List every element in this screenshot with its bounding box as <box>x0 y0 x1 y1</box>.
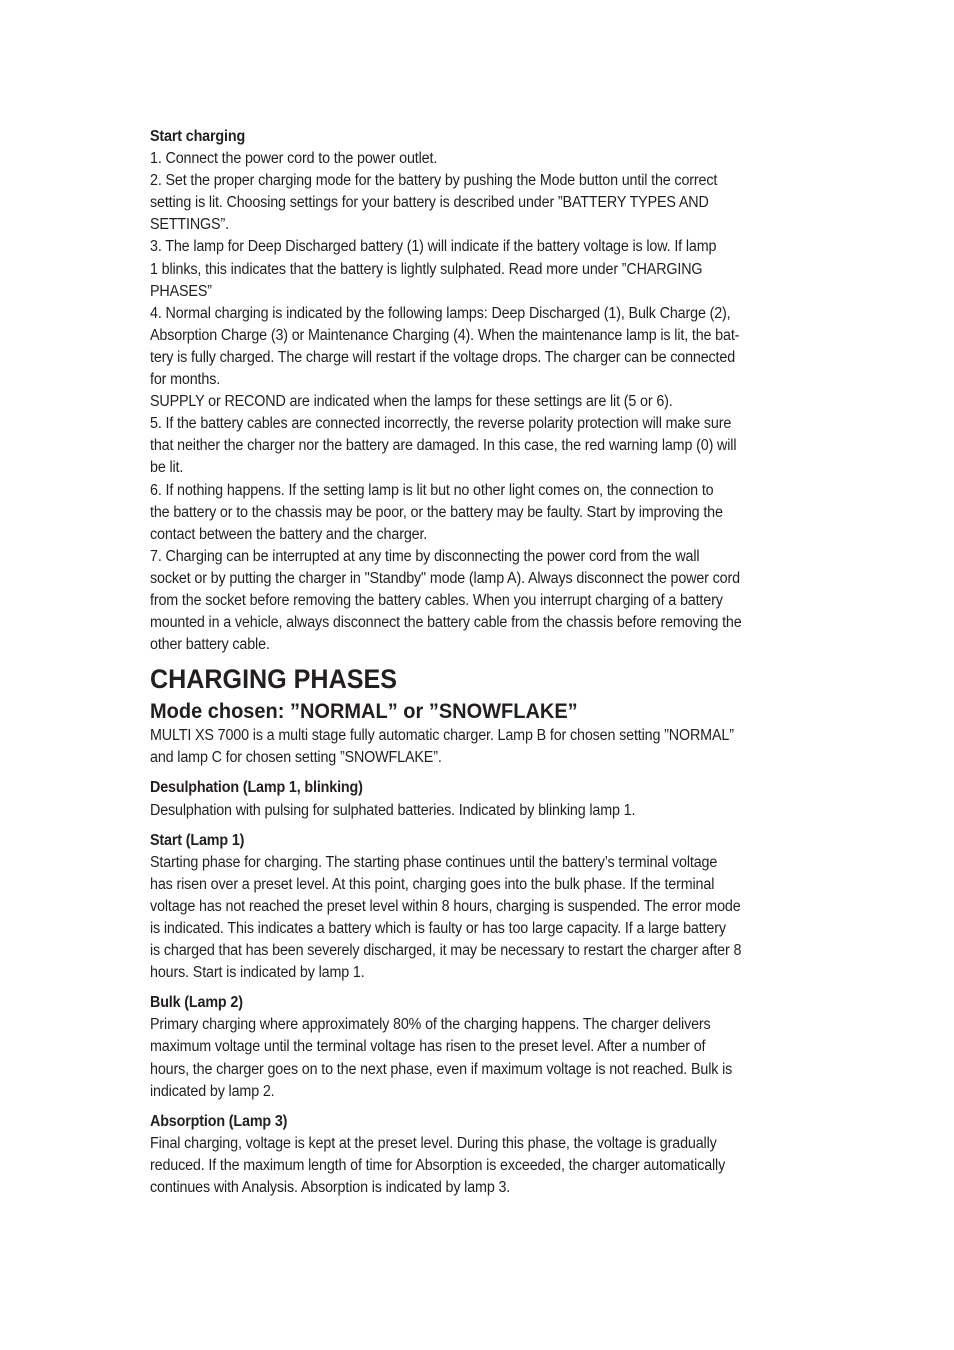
paragraph-line: MULTI XS 7000 is a multi stage fully automatic charger. Lamp B for chosen setting ”NORMAL” <box>150 727 734 745</box>
start-charging-section <box>150 126 818 656</box>
desulphation-section <box>150 777 818 821</box>
paragraph-line: reduced. If the maximum length of time for Absorption is exceeded, the charger automatically <box>150 1156 726 1174</box>
paragraph-line: Absorption Charge (3) or Maintenance Charging (4). When the maintenance lamp is lit, the bat- <box>150 326 740 344</box>
paragraph-line: be lit. <box>150 459 184 477</box>
charging-phases-section <box>150 662 818 1199</box>
paragraph-line: 2. Set the proper charging mode for the battery by pushing the Mode button until the correct <box>150 172 718 190</box>
paragraph-line: for months. <box>150 371 221 389</box>
paragraph-line: contact between the battery and the charger. <box>150 525 428 543</box>
paragraph-line: SUPPLY or RECOND are indicated when the lamps for these settings are lit (5 or 6). <box>150 393 673 411</box>
paragraph-line: voltage has not reached the preset level within 8 hours, charging is suspended. The error mode <box>150 897 741 915</box>
start-lamp-heading: Start (Lamp 1) <box>150 831 245 849</box>
paragraph-line: 4. Normal charging is indicated by the following lamps: Deep Discharged (1), Bulk Charge (2), <box>150 304 731 322</box>
paragraph-line: setting is lit. Choosing settings for your battery is described under ”BATTERY TYPES AND <box>150 194 709 212</box>
paragraph-line: tery is fully charged. The charge will restart if the voltage drops. The charger can be connected <box>150 348 736 366</box>
paragraph-line: is indicated. This indicates a battery which is faulty or has too large capacity. If a large battery <box>150 920 726 937</box>
desulphation-heading: Desulphation (Lamp 1, blinking) <box>150 779 363 797</box>
absorption-section <box>150 1111 818 1199</box>
paragraph-line: 6. If nothing happens. If the setting lamp is lit but no other light comes on, the connection to <box>150 481 714 499</box>
paragraph-line: continues with Analysis. Absorption is indicated by lamp 3. <box>150 1179 511 1197</box>
paragraph-line: 3. The lamp for Deep Discharged battery (1) will indicate if the battery voltage is low. If lamp <box>150 238 717 256</box>
paragraph-line: maximum voltage until the terminal voltage has risen to the preset level. After a number of <box>150 1038 706 1056</box>
paragraph-line: Final charging, voltage is kept at the preset level. During this phase, the voltage is gradually <box>150 1134 717 1152</box>
paragraph-line: has risen over a preset level. At this point, charging goes into the bulk phase. If the terminal <box>150 875 715 893</box>
paragraph-line: other battery cable. <box>150 636 270 654</box>
paragraph-line: from the socket before removing the battery cables. When you interrupt charging of a battery <box>150 591 723 609</box>
paragraph-line: the battery or to the chassis may be poor, or the battery may be faulty. Start by improving the <box>150 503 723 521</box>
paragraph-line: 1. Connect the power cord to the power outlet. <box>150 150 438 168</box>
paragraph-line: is charged that has been severely discharged, it may be necessary to restart the charger after 8 <box>150 942 742 960</box>
paragraph-line: Desulphation with pulsing for sulphated batteries. Indicated by blinking lamp 1. <box>150 801 636 819</box>
mode-chosen-heading: Mode chosen: ”NORMAL” or ”SNOWFLAKE” <box>150 699 578 724</box>
charging-phases-title: CHARGING PHASES <box>150 664 397 695</box>
paragraph-line: hours. Start is indicated by lamp 1. <box>150 964 365 982</box>
paragraph-line: 7. Charging can be interrupted at any time by disconnecting the power cord from the wall <box>150 547 700 565</box>
paragraph-line: Starting phase for charging. The starting phase continues until the battery’s terminal voltage <box>150 853 718 871</box>
paragraph-line: socket or by putting the charger in "Standby" mode (lamp A). Always disconnect the power cord <box>150 569 740 587</box>
paragraph-line: mounted in a vehicle, always disconnect the battery cable from the chassis before removing the <box>150 614 742 632</box>
start-lamp-section <box>150 830 818 985</box>
start-charging-heading: Start charging <box>150 128 246 145</box>
paragraph-line: indicated by lamp 2. <box>150 1082 275 1100</box>
document-page <box>150 126 818 1199</box>
absorption-heading: Absorption (Lamp 3) <box>150 1112 288 1130</box>
paragraph-line: Primary charging where approximately 80% of the charging happens. The charger delivers <box>150 1016 711 1034</box>
paragraph-line: 5. If the battery cables are connected incorrectly, the reverse polarity protection will make sure <box>150 415 732 433</box>
paragraph-line: and lamp C for chosen setting ”SNOWFLAKE”. <box>150 749 442 767</box>
paragraph-line: 1 blinks, this indicates that the battery is lightly sulphated. Read more under ”CHARGING <box>150 260 703 278</box>
paragraph-line: hours, the charger goes on to the next phase, even if maximum voltage is not reached. Bulk is <box>150 1060 733 1078</box>
paragraph-line: PHASES” <box>150 282 212 300</box>
bulk-section <box>150 992 818 1102</box>
paragraph-line: that neither the charger nor the battery are damaged. In this case, the red warning lamp (0) will <box>150 437 737 455</box>
bulk-heading: Bulk (Lamp 2) <box>150 994 243 1012</box>
paragraph-line: SETTINGS”. <box>150 216 229 234</box>
